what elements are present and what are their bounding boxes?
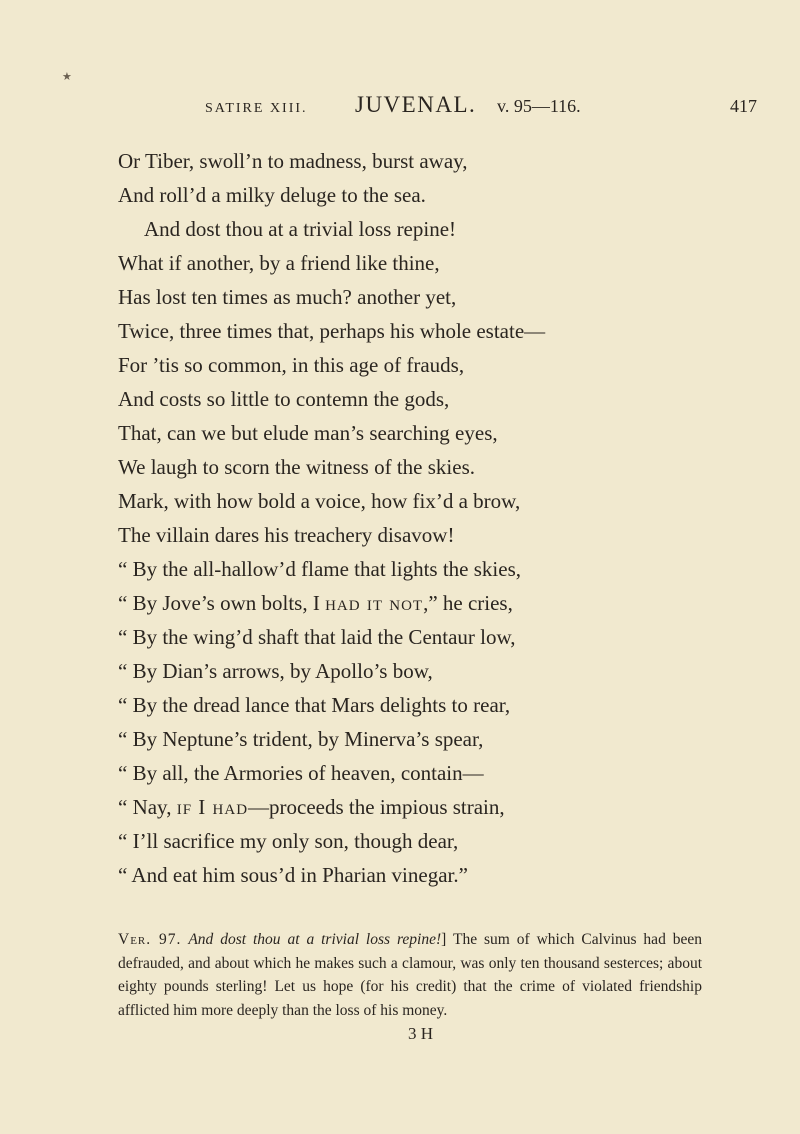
header-author: JUVENAL. <box>355 92 477 117</box>
poem-line: We laugh to scorn the witness of the skies. <box>118 455 475 479</box>
poem-line: That, can we but elude man’s searching eyes, <box>118 421 498 445</box>
running-header <box>0 91 800 121</box>
poem-line: The villain dares his treachery disavow! <box>118 523 455 547</box>
poem-line: “ By the dread lance that Mars delights to rear, <box>118 693 511 717</box>
footnote <box>118 928 702 1022</box>
poem-line-text: —proceeds the impious strain, <box>248 795 505 819</box>
poem-line: “ By Dian’s arrows, by Apollo’s bow, <box>118 659 433 683</box>
poem-line: “ By Neptune’s trident, by Minerva’s spear, <box>118 727 484 751</box>
poem-line-text: “ Nay, <box>118 795 177 819</box>
poem-line: And dost thou at a trivial loss repine! <box>144 217 457 241</box>
poem-line: And roll’d a milky deluge to the sea. <box>118 183 426 207</box>
poem-line: “ And eat him sous’d in Pharian vinegar.” <box>118 863 468 887</box>
poem-line: Twice, three times that, perhaps his whole estate— <box>118 319 546 343</box>
poem-line-smallcaps: if I had <box>176 795 249 819</box>
poem-line <box>118 793 505 821</box>
poem-line: Mark, with how bold a voice, how fix’d a brow, <box>118 489 521 513</box>
poem-line: Has lost ten times as much? another yet, <box>118 285 457 309</box>
footnote-body: The sum of which Calvinus had been defrauded, and about which he makes such a clamour, was only ten thousand sesterces; about eighty pounds sterling! Let us hope (for his credit) that the crime of violated friendship afflicted him more deeply than the loss of his money. <box>118 931 702 1019</box>
poem-line-text: ,” he cries, <box>423 591 513 615</box>
margin-mark: ★ <box>62 71 72 83</box>
footnote-reference: Ver. 97. <box>118 931 182 948</box>
header-satire: SATIRE XIII. <box>205 101 308 116</box>
poem-line-text: “ By Jove’s own bolts, I <box>118 591 326 615</box>
poem-line: “ I’ll sacrifice my only son, though dear, <box>118 829 459 853</box>
poem-line: For ’tis so common, in this age of frauds, <box>118 353 465 377</box>
footnote-citation: And dost thou at a trivial loss repine! <box>188 931 442 948</box>
poem-line: “ By all, the Armories of heaven, contain— <box>118 761 484 785</box>
poem-line-smallcaps: had it not <box>325 591 424 615</box>
poem-line: And costs so little to contemn the gods, <box>118 387 450 411</box>
signature-mark: 3 H <box>408 1024 434 1043</box>
header-line-range: v. 95—116. <box>497 96 581 116</box>
poem-line: “ By the wing’d shaft that laid the Centaur low, <box>118 625 516 649</box>
poem-line: What if another, by a friend like thine, <box>118 251 440 275</box>
page-number: 417 <box>730 96 757 116</box>
poem-line: “ By the all-hallow’d flame that lights the skies, <box>118 557 521 581</box>
footnote-bracket: ] <box>441 931 447 948</box>
poem-line <box>118 589 513 617</box>
poem-line: Or Tiber, swoll’n to madness, burst away, <box>118 149 468 173</box>
